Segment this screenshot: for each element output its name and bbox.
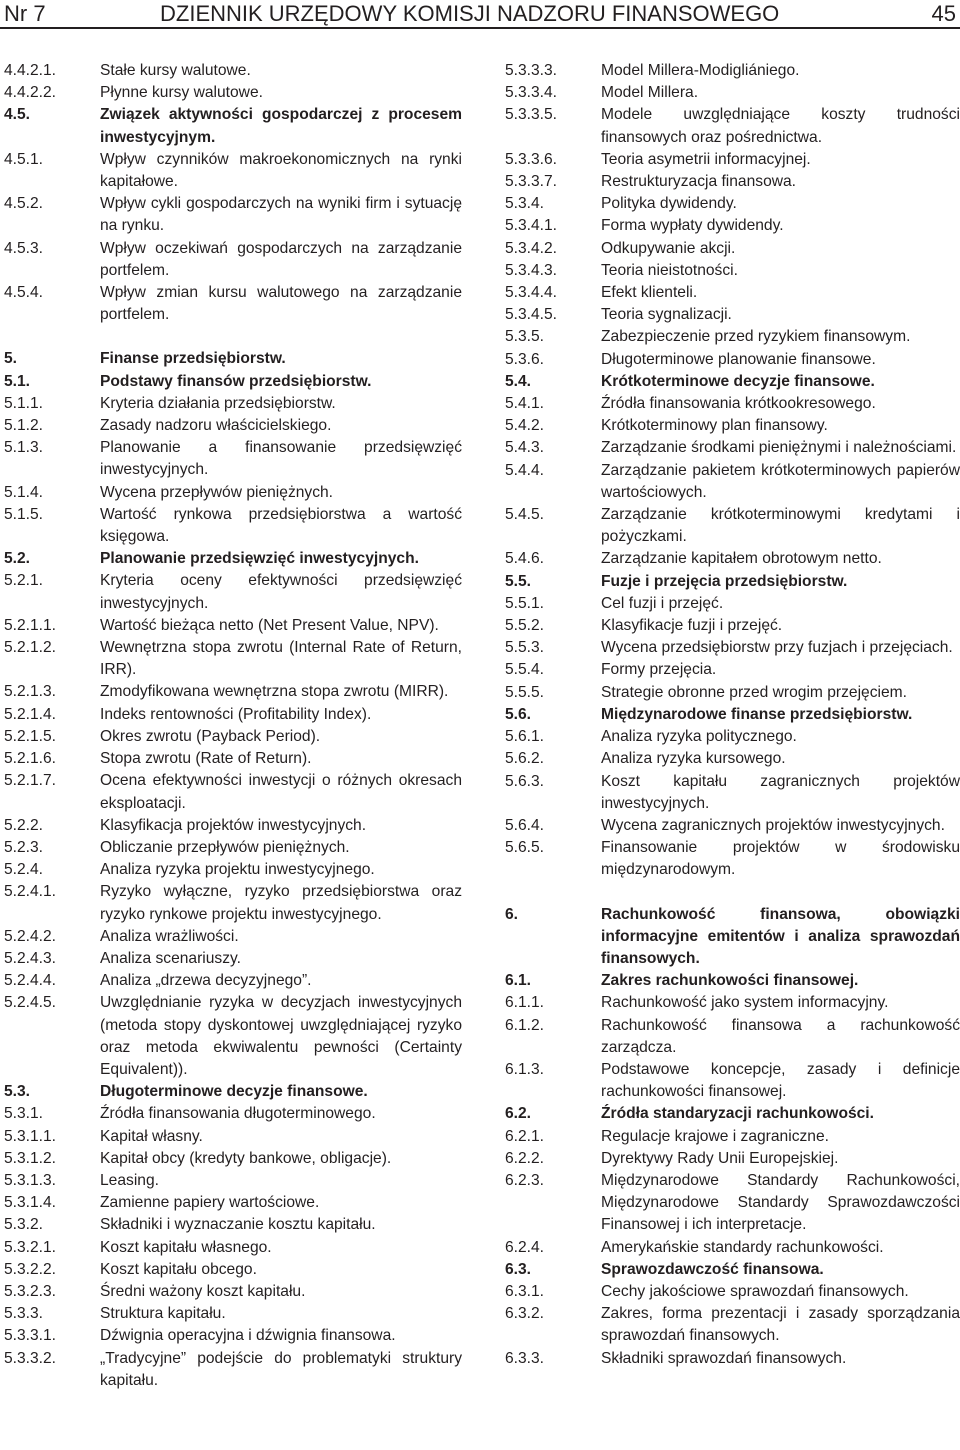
toc-entry-text: Struktura kapitału. bbox=[100, 1305, 226, 1323]
toc-entry-text: Źródła finansowania długoterminowego. bbox=[100, 1105, 376, 1123]
toc-entry bbox=[505, 593, 960, 615]
toc-entry bbox=[4, 748, 462, 770]
toc-entry-number: 4.5.2. bbox=[4, 195, 44, 213]
toc-entry-text: Odkupywanie akcji. bbox=[601, 239, 736, 257]
toc-entry bbox=[4, 1192, 462, 1214]
toc-entry-number: 5.3.2.2. bbox=[4, 1260, 57, 1278]
toc-entry-text: Wartość rynkowa przedsiębiorstwa a wartość księgowa. bbox=[100, 505, 462, 546]
toc-entry bbox=[4, 238, 462, 282]
toc-entry bbox=[505, 571, 960, 593]
toc-entry bbox=[505, 659, 960, 681]
toc-entry bbox=[505, 393, 960, 415]
toc-entry-number: 5.4.2. bbox=[505, 417, 545, 435]
toc-entry bbox=[4, 1259, 462, 1281]
toc-entry-number: 5.3.3.7. bbox=[505, 173, 558, 191]
toc-entry-text: Dźwignia operacyjna i dźwignia finansowa. bbox=[100, 1327, 396, 1345]
toc-entry bbox=[505, 1126, 960, 1148]
toc-entry bbox=[505, 1237, 960, 1259]
toc-entry bbox=[505, 215, 960, 237]
left-column bbox=[4, 60, 462, 1392]
toc-entry-number: 4.5. bbox=[4, 106, 31, 124]
toc-entry bbox=[505, 771, 960, 815]
toc-entry-number: 5.2.1.6. bbox=[4, 750, 57, 768]
toc-entry-number: 5.3.1.2. bbox=[4, 1149, 57, 1167]
toc-entry-text: Stopa zwrotu (Rate of Return). bbox=[100, 750, 312, 768]
toc-entry bbox=[505, 460, 960, 504]
toc-entry-number: 5.3.3.6. bbox=[505, 150, 558, 168]
toc-entry bbox=[4, 149, 462, 193]
toc-entry-number: 5.2.4.5. bbox=[4, 994, 57, 1012]
toc-entry-number: 5.3.2.3. bbox=[4, 1282, 57, 1300]
toc-entry-number: 5.3.3. bbox=[4, 1305, 44, 1323]
toc-entry-text: Model Millera-Modigliániego. bbox=[601, 62, 800, 79]
toc-entry bbox=[4, 1348, 462, 1392]
toc-entry-number: 5.1.1. bbox=[4, 394, 44, 412]
toc-entry bbox=[4, 1214, 462, 1236]
toc-entry bbox=[505, 1059, 960, 1103]
toc-entry-text: Zasady nadzoru właścicielskiego. bbox=[100, 417, 332, 435]
toc-entry-text: Modele uwzględniające koszty trudności finansowych oraz pośrednictwa. bbox=[601, 106, 960, 146]
toc-entry bbox=[4, 926, 462, 948]
toc-entry bbox=[505, 193, 960, 215]
toc-entry-number: 5.4. bbox=[505, 372, 532, 390]
toc-entry-text: Uwzględnianie ryzyka w decyzjach inwestycyjnych (metoda stopy dyskontowej uwzględniającej ryzyko oraz metoda ekwiwalentu pewności (Certainty Equivalent)). bbox=[100, 994, 462, 1078]
toc-entry-number: 5.3.4.1. bbox=[505, 217, 558, 235]
toc-entry bbox=[505, 1281, 960, 1303]
toc-entry-text: Strategie obronne przed wrogim przejęciem. bbox=[601, 683, 907, 701]
toc-entry-text: Kryteria oceny efektywności przedsięwzięć inwestycyjnych. bbox=[100, 572, 462, 612]
toc-entry-number: 5.3.3.2. bbox=[4, 1349, 57, 1367]
toc-entry-text: Ryzyko wyłączne, ryzyko przedsiębiorstwa oraz ryzyko rynkowe projektu inwestycyjnego. bbox=[100, 883, 462, 923]
toc-entry-number: 5.2.2. bbox=[4, 816, 44, 834]
toc-entry-number: 5.3.4.5. bbox=[505, 306, 558, 324]
toc-entry bbox=[505, 415, 960, 437]
toc-entry-text: Rachunkowość finansowa a rachunkowość zarządcza. bbox=[601, 1016, 960, 1056]
toc-entry-number: 5.4.5. bbox=[505, 506, 545, 524]
toc-entry-text: Wpływ oczekiwań gospodarczych na zarządzanie portfelem. bbox=[100, 239, 462, 279]
toc-entry-text: Zarządzanie kapitałem obrotowym netto. bbox=[601, 550, 882, 568]
toc-entry-number: 5.2.4. bbox=[4, 861, 44, 879]
toc-entry-number: 4.4.2.1. bbox=[4, 62, 57, 79]
toc-entry bbox=[4, 837, 462, 859]
toc-entry-number: 5.6.3. bbox=[505, 772, 545, 790]
toc-entry-number: 5.3.2. bbox=[4, 1216, 44, 1234]
toc-entry bbox=[505, 1015, 960, 1059]
toc-entry-number: 6.3. bbox=[505, 1260, 532, 1278]
toc-entry-text: Indeks rentowności (Profitability Index). bbox=[100, 705, 372, 723]
toc-entry bbox=[4, 1170, 462, 1192]
toc-entry-number: 5.4.3. bbox=[505, 439, 545, 457]
toc-entry-number: 5.6.5. bbox=[505, 839, 545, 857]
toc-entry bbox=[505, 615, 960, 637]
toc-entry-text: Regulacje krajowe i zagraniczne. bbox=[601, 1127, 829, 1145]
toc-entry-number: 5.4.1. bbox=[505, 395, 545, 413]
toc-entry-number: 5.3.4. bbox=[505, 195, 545, 213]
toc-entry-number: 5.2.4.2. bbox=[4, 927, 57, 945]
right-column bbox=[505, 60, 960, 1370]
toc-entry-number: 6.2.1. bbox=[505, 1127, 545, 1145]
toc-entry-number: 5.4.6. bbox=[505, 550, 545, 568]
toc-entry-text: Krótkoterminowy plan finansowy. bbox=[601, 417, 828, 435]
page-number-left: Nr 7 bbox=[4, 1, 46, 26]
toc-entry-text: Kapitał obcy (kredyty bankowe, obligacje). bbox=[100, 1149, 392, 1167]
toc-entry bbox=[505, 726, 960, 748]
toc-entry bbox=[505, 60, 960, 82]
toc-entry-number: 5.3. bbox=[4, 1083, 31, 1101]
toc-entry-text: Restrukturyzacja finansowa. bbox=[601, 173, 797, 191]
toc-entry-text: Teoria asymetrii informacyjnej. bbox=[601, 150, 811, 168]
toc-entry bbox=[505, 548, 960, 570]
toc-entry-number: 5.5.1. bbox=[505, 594, 545, 612]
toc-entry bbox=[505, 1303, 960, 1347]
toc-entry-number: 5.2.1.1. bbox=[4, 616, 57, 634]
toc-entry-text: Zmodyfikowana wewnętrzna stopa zwrotu (MIRR). bbox=[100, 683, 449, 701]
toc-entry bbox=[505, 1170, 960, 1237]
toc-entry-text: Amerykańskie standardy rachunkowości. bbox=[601, 1238, 884, 1256]
toc-entry-number: 5.4.4. bbox=[505, 461, 545, 479]
toc-entry-number: 5.1. bbox=[4, 372, 31, 390]
toc-entry-number: 5.3.6. bbox=[505, 350, 545, 368]
toc-entry-text: Teoria nieistotności. bbox=[601, 261, 738, 279]
toc-entry-number: 6.1.3. bbox=[505, 1060, 545, 1078]
toc-entry-text: Klasyfikacje fuzji i przejęć. bbox=[601, 617, 783, 635]
toc-entry-text: Zamienne papiery wartościowe. bbox=[100, 1194, 320, 1212]
toc-entry-text: Zakres, forma prezentacji i zasady sporządzania sprawozdań finansowych. bbox=[601, 1305, 960, 1345]
toc-entry-number: 6.3.1. bbox=[505, 1282, 545, 1300]
page-number-right: 45 bbox=[931, 1, 956, 26]
toc-entry bbox=[505, 260, 960, 282]
toc-entry-text: Obliczanie przepływów pieniężnych. bbox=[100, 838, 350, 856]
toc-entry-text: Kryteria działania przedsiębiorstw. bbox=[100, 394, 336, 412]
toc-entry bbox=[4, 1148, 462, 1170]
toc-entry-number: 6.2.3. bbox=[505, 1171, 545, 1189]
toc-entry-number: 5.1.4. bbox=[4, 483, 44, 501]
toc-entry-text: Efekt klienteli. bbox=[601, 284, 698, 302]
toc-entry bbox=[4, 948, 462, 970]
toc-entry bbox=[505, 904, 960, 971]
toc-entry bbox=[4, 104, 462, 148]
toc-entry bbox=[4, 770, 462, 814]
toc-entry-text: Planowanie a finansowanie przedsięwzięć inwestycyjnych. bbox=[100, 439, 462, 479]
toc-entry bbox=[505, 171, 960, 193]
toc-entry-text: Wycena przedsiębiorstw przy fuzjach i przejęciach. bbox=[601, 639, 953, 657]
toc-entry-text: Średni ważony koszt kapitału. bbox=[100, 1282, 306, 1300]
toc-entry-text: Podstawowe koncepcje, zasady i definicje rachunkowości finansowej. bbox=[601, 1060, 960, 1101]
toc-entry-number: 4.5.1. bbox=[4, 150, 44, 168]
toc-entry-text: Formy przejęcia. bbox=[601, 661, 717, 679]
toc-entry-number: 5.1.3. bbox=[4, 439, 44, 457]
toc-entry bbox=[4, 82, 462, 104]
toc-entry bbox=[505, 304, 960, 326]
toc-entry-text: Związek aktywności gospodarczej z procesem inwestycyjnym. bbox=[100, 106, 462, 146]
toc-entry bbox=[505, 637, 960, 659]
toc-entry bbox=[4, 1237, 462, 1259]
toc-entry bbox=[505, 682, 960, 704]
toc-entry bbox=[505, 349, 960, 371]
toc-entry-text: Model Millera. bbox=[601, 84, 699, 102]
toc-entry-text: Analiza ryzyka politycznego. bbox=[601, 728, 797, 746]
toc-entry-text: Finansowanie projektów w środowisku międzynarodowym. bbox=[601, 839, 960, 879]
toc-entry-text: Cechy jakościowe sprawozdań finansowych. bbox=[601, 1282, 909, 1300]
toc-entry-number: 5.3.1.1. bbox=[4, 1127, 57, 1145]
toc-entry bbox=[4, 437, 462, 481]
toc-entry-text: Zakres rachunkowości finansowej. bbox=[601, 972, 859, 990]
toc-entry-text: Wpływ zmian kursu walutowego na zarządzanie portfelem. bbox=[100, 284, 462, 324]
toc-entry-text: Zarządzanie krótkoterminowymi kredytami i pożyczkami. bbox=[601, 506, 960, 546]
toc-entry-text: Składniki i wyznaczanie kosztu kapitału. bbox=[100, 1216, 376, 1234]
toc-entry-number: 5.2.4.3. bbox=[4, 949, 57, 967]
toc-entry-number: 5.2.1.4. bbox=[4, 705, 57, 723]
toc-entry bbox=[505, 1259, 960, 1281]
toc-entry-text: Cel fuzji i przejęć. bbox=[601, 594, 724, 612]
toc-entry-text: Długoterminowe decyzje finansowe. bbox=[100, 1083, 368, 1101]
toc-entry-number: 5.3.4.4. bbox=[505, 284, 558, 302]
toc-entry-text: Wpływ cykli gospodarczych na wyniki firm i sytuację na rynku. bbox=[100, 195, 462, 235]
toc-entry-number: 5.6.1. bbox=[505, 728, 545, 746]
toc-entry bbox=[505, 504, 960, 548]
toc-entry-text: Analiza ryzyka kursowego. bbox=[601, 750, 786, 768]
toc-entry-text: Zabezpieczenie przed ryzykiem finansowym. bbox=[601, 328, 911, 346]
toc-entry bbox=[505, 82, 960, 104]
toc-entry-number: 5.6.4. bbox=[505, 816, 545, 834]
page-header bbox=[0, 0, 960, 27]
toc-entry-number: 6.2.4. bbox=[505, 1238, 545, 1256]
toc-entry-number: 6.2.2. bbox=[505, 1149, 545, 1167]
toc-entry-number: 5.3.5. bbox=[505, 328, 545, 346]
toc-entry-number: 5.5. bbox=[505, 572, 532, 590]
toc-entry bbox=[505, 104, 960, 148]
toc-entry-text: Analiza „drzewa decyzyjnego”. bbox=[100, 972, 312, 990]
toc-entry bbox=[4, 1281, 462, 1303]
toc-entry-text: Rachunkowość jako system informacyjny. bbox=[601, 994, 889, 1012]
toc-entry-text: Międzynarodowe finanse przedsiębiorstw. bbox=[601, 705, 913, 723]
toc-entry-number: 4.5.3. bbox=[4, 239, 44, 257]
toc-entry-text: Finanse przedsiębiorstw. bbox=[100, 350, 286, 368]
toc-entry-text: Forma wypłaty dywidendy. bbox=[601, 217, 784, 235]
toc-entry bbox=[505, 1103, 960, 1125]
toc-entry-text: Podstawy finansów przedsiębiorstw. bbox=[100, 372, 372, 390]
toc-entry-number: 5.2.4.4. bbox=[4, 972, 57, 990]
toc-entry-text: Rachunkowość finansowa, obowiązki informacyjne emitentów i analiza sprawozdań finansowych. bbox=[601, 905, 960, 967]
toc-entry-text: Teoria sygnalizacji. bbox=[601, 306, 732, 324]
toc-entry bbox=[505, 149, 960, 171]
toc-entry-number: 5.5.5. bbox=[505, 683, 545, 701]
toc-entry-number: 5.2.1.2. bbox=[4, 639, 57, 657]
toc-entry-text: Analiza ryzyka projektu inwestycyjnego. bbox=[100, 861, 375, 879]
header-rule bbox=[0, 27, 960, 29]
toc-entry-number: 6.1.2. bbox=[505, 1016, 545, 1034]
toc-entry-text: Krótkoterminowe decyzje finansowe. bbox=[601, 372, 875, 390]
toc-entry-number: 5.2.4.1. bbox=[4, 883, 57, 901]
toc-entry bbox=[4, 548, 462, 570]
toc-entry-text: Zarządzanie pakietem krótkoterminowych papierów wartościowych. bbox=[601, 461, 960, 501]
toc-entry-text: Klasyfikacja projektów inwestycyjnych. bbox=[100, 816, 367, 834]
toc-entry bbox=[4, 1325, 462, 1347]
toc-entry bbox=[4, 504, 462, 548]
toc-entry-number: 5. bbox=[4, 350, 18, 368]
toc-entry bbox=[505, 238, 960, 260]
toc-entry bbox=[4, 348, 462, 370]
toc-entry-text: Koszt kapitału własnego. bbox=[100, 1238, 272, 1256]
toc-entry bbox=[4, 1303, 462, 1325]
toc-entry-text: Źródła standaryzacji rachunkowości. bbox=[601, 1105, 874, 1123]
toc-entry-number: 5.3.3.5. bbox=[505, 106, 558, 124]
journal-title: DZIENNIK URZĘDOWY KOMISJI NADZORU FINANSOWEGO bbox=[160, 1, 780, 26]
toc-entry-number: 5.3.4.3. bbox=[505, 261, 558, 279]
toc-entry-number: 5.2.3. bbox=[4, 838, 44, 856]
toc-entry-text: Źródła finansowania krótkookresowego. bbox=[601, 395, 876, 413]
toc-entry-text: Wartość bieżąca netto (Net Present Value, NPV). bbox=[100, 616, 439, 634]
toc-entry-text: Polityka dywidendy. bbox=[601, 195, 737, 213]
toc-entry bbox=[4, 637, 462, 681]
toc-entry-number: 4.4.2.2. bbox=[4, 84, 57, 102]
toc-entry-text: Fuzje i przejęcia przedsiębiorstw. bbox=[601, 572, 848, 590]
toc-entry-text: Wycena przepływów pieniężnych. bbox=[100, 483, 334, 501]
toc-entry bbox=[4, 371, 462, 393]
toc-entry-number: 5.3.3.4. bbox=[505, 84, 558, 102]
toc-entry-number: 6.1.1. bbox=[505, 994, 545, 1012]
toc-entry-number: 5.3.1. bbox=[4, 1105, 44, 1123]
toc-entry-number: 4.5.4. bbox=[4, 284, 44, 302]
toc-entry bbox=[4, 704, 462, 726]
toc-entry-number: 5.3.4.2. bbox=[505, 239, 558, 257]
toc-entry-number: 5.3.1.4. bbox=[4, 1194, 57, 1212]
toc-entry-text: Kapitał własny. bbox=[100, 1127, 203, 1145]
toc-entry-number: 5.5.3. bbox=[505, 639, 545, 657]
toc-entry-number: 5.5.2. bbox=[505, 617, 545, 635]
toc-entry bbox=[4, 726, 462, 748]
toc-entry-number: 5.2.1. bbox=[4, 572, 44, 590]
toc-entry bbox=[4, 970, 462, 992]
toc-entry bbox=[4, 881, 462, 925]
toc-entry-number: 5.3.3.1. bbox=[4, 1327, 57, 1345]
toc-entry-text: Analiza scenariuszy. bbox=[100, 949, 241, 967]
toc-entry bbox=[4, 681, 462, 703]
toc-entry-number: 5.6.2. bbox=[505, 750, 545, 768]
toc-entry-number: 6.1. bbox=[505, 972, 532, 990]
toc-entry-text: Długoterminowe planowanie finansowe. bbox=[601, 350, 876, 368]
toc-entry-number: 5.2.1.5. bbox=[4, 727, 57, 745]
toc-entry-number: 5.3.3.3. bbox=[505, 62, 558, 79]
toc-entry-text: Okres zwrotu (Payback Period). bbox=[100, 727, 321, 745]
toc-entry bbox=[4, 615, 462, 637]
toc-entry-text: Składniki sprawozdań finansowych. bbox=[601, 1349, 847, 1367]
toc-entry bbox=[4, 1081, 462, 1103]
toc-entry-text: Wewnętrzna stopa zwrotu (Internal Rate of Return, IRR). bbox=[100, 639, 462, 679]
toc-entry bbox=[4, 282, 462, 326]
toc-entry-text: Analiza wrażliwości. bbox=[100, 927, 239, 945]
toc-entry bbox=[4, 415, 462, 437]
toc-entry-number: 6.2. bbox=[505, 1105, 532, 1123]
toc-entry-number: 5.1.2. bbox=[4, 417, 44, 435]
toc-entry-number: 5.2.1.7. bbox=[4, 772, 57, 790]
toc-entry bbox=[505, 704, 960, 726]
toc-entry-number: 5.3.2.1. bbox=[4, 1238, 57, 1256]
toc-entry bbox=[4, 482, 462, 504]
toc-entry-number: 5.2. bbox=[4, 550, 31, 568]
toc-entry bbox=[505, 326, 960, 348]
toc-entry-text: Sprawozdawczość finansowa. bbox=[601, 1260, 824, 1278]
toc-entry-number: 6.3.2. bbox=[505, 1305, 545, 1323]
toc-entry-text: Leasing. bbox=[100, 1171, 159, 1189]
toc-entry bbox=[505, 1348, 960, 1370]
toc-entry-text: Płynne kursy walutowe. bbox=[100, 84, 263, 102]
toc-entry bbox=[4, 60, 462, 82]
toc-entry bbox=[505, 437, 960, 459]
toc-entry-text: Koszt kapitału obcego. bbox=[100, 1260, 257, 1278]
toc-entry-text: Stałe kursy walutowe. bbox=[100, 62, 251, 79]
toc-entry bbox=[505, 992, 960, 1014]
toc-entry bbox=[505, 1148, 960, 1170]
toc-entry bbox=[4, 1126, 462, 1148]
toc-entry-text: „Tradycyjne” podejście do problematyki struktury kapitału. bbox=[100, 1349, 462, 1389]
toc-entry-text: Międzynarodowe Standardy Rachunkowości, Międzynarodowe Standardy Sprawozdawczości Finansowej i ich interpretacje. bbox=[601, 1171, 960, 1234]
toc-entry-text: Wpływ czynników makroekonomicznych na rynki kapitałowe. bbox=[100, 150, 462, 191]
toc-entry-number: 5.1.5. bbox=[4, 505, 44, 523]
toc-entry bbox=[4, 193, 462, 237]
toc-entry bbox=[505, 282, 960, 304]
toc-entry bbox=[4, 1103, 462, 1125]
toc-entry-number: 5.5.4. bbox=[505, 661, 545, 679]
toc-entry bbox=[4, 570, 462, 614]
toc-entry bbox=[505, 748, 960, 770]
toc-entry bbox=[505, 970, 960, 992]
toc-entry bbox=[4, 815, 462, 837]
toc-entry-text: Ocena efektywności inwestycji o różnych okresach eksploatacji. bbox=[100, 772, 462, 812]
toc-entry-number: 6.3.3. bbox=[505, 1349, 545, 1367]
toc-entry-number: 6. bbox=[505, 905, 519, 923]
toc-entry bbox=[4, 992, 462, 1081]
toc-entry bbox=[505, 815, 960, 837]
toc-entry bbox=[505, 837, 960, 881]
toc-entry-number: 5.2.1.3. bbox=[4, 683, 57, 701]
toc-entry bbox=[505, 371, 960, 393]
toc-entry-number: 5.3.1.3. bbox=[4, 1171, 57, 1189]
toc-entry-text: Wycena zagranicznych projektów inwestycyjnych. bbox=[601, 816, 945, 834]
toc-entry-number: 5.6. bbox=[505, 705, 532, 723]
toc-entry-text: Dyrektywy Rady Unii Europejskiej. bbox=[601, 1149, 839, 1167]
toc-entry-text: Planowanie przedsięwzięć inwestycyjnych. bbox=[100, 550, 419, 568]
toc-entry bbox=[4, 393, 462, 415]
toc-entry bbox=[4, 859, 462, 881]
toc-entry-text: Koszt kapitału zagranicznych projektów inwestycyjnych. bbox=[601, 772, 960, 812]
toc-entry-text: Zarządzanie środkami pieniężnymi i należnościami. bbox=[601, 439, 957, 457]
